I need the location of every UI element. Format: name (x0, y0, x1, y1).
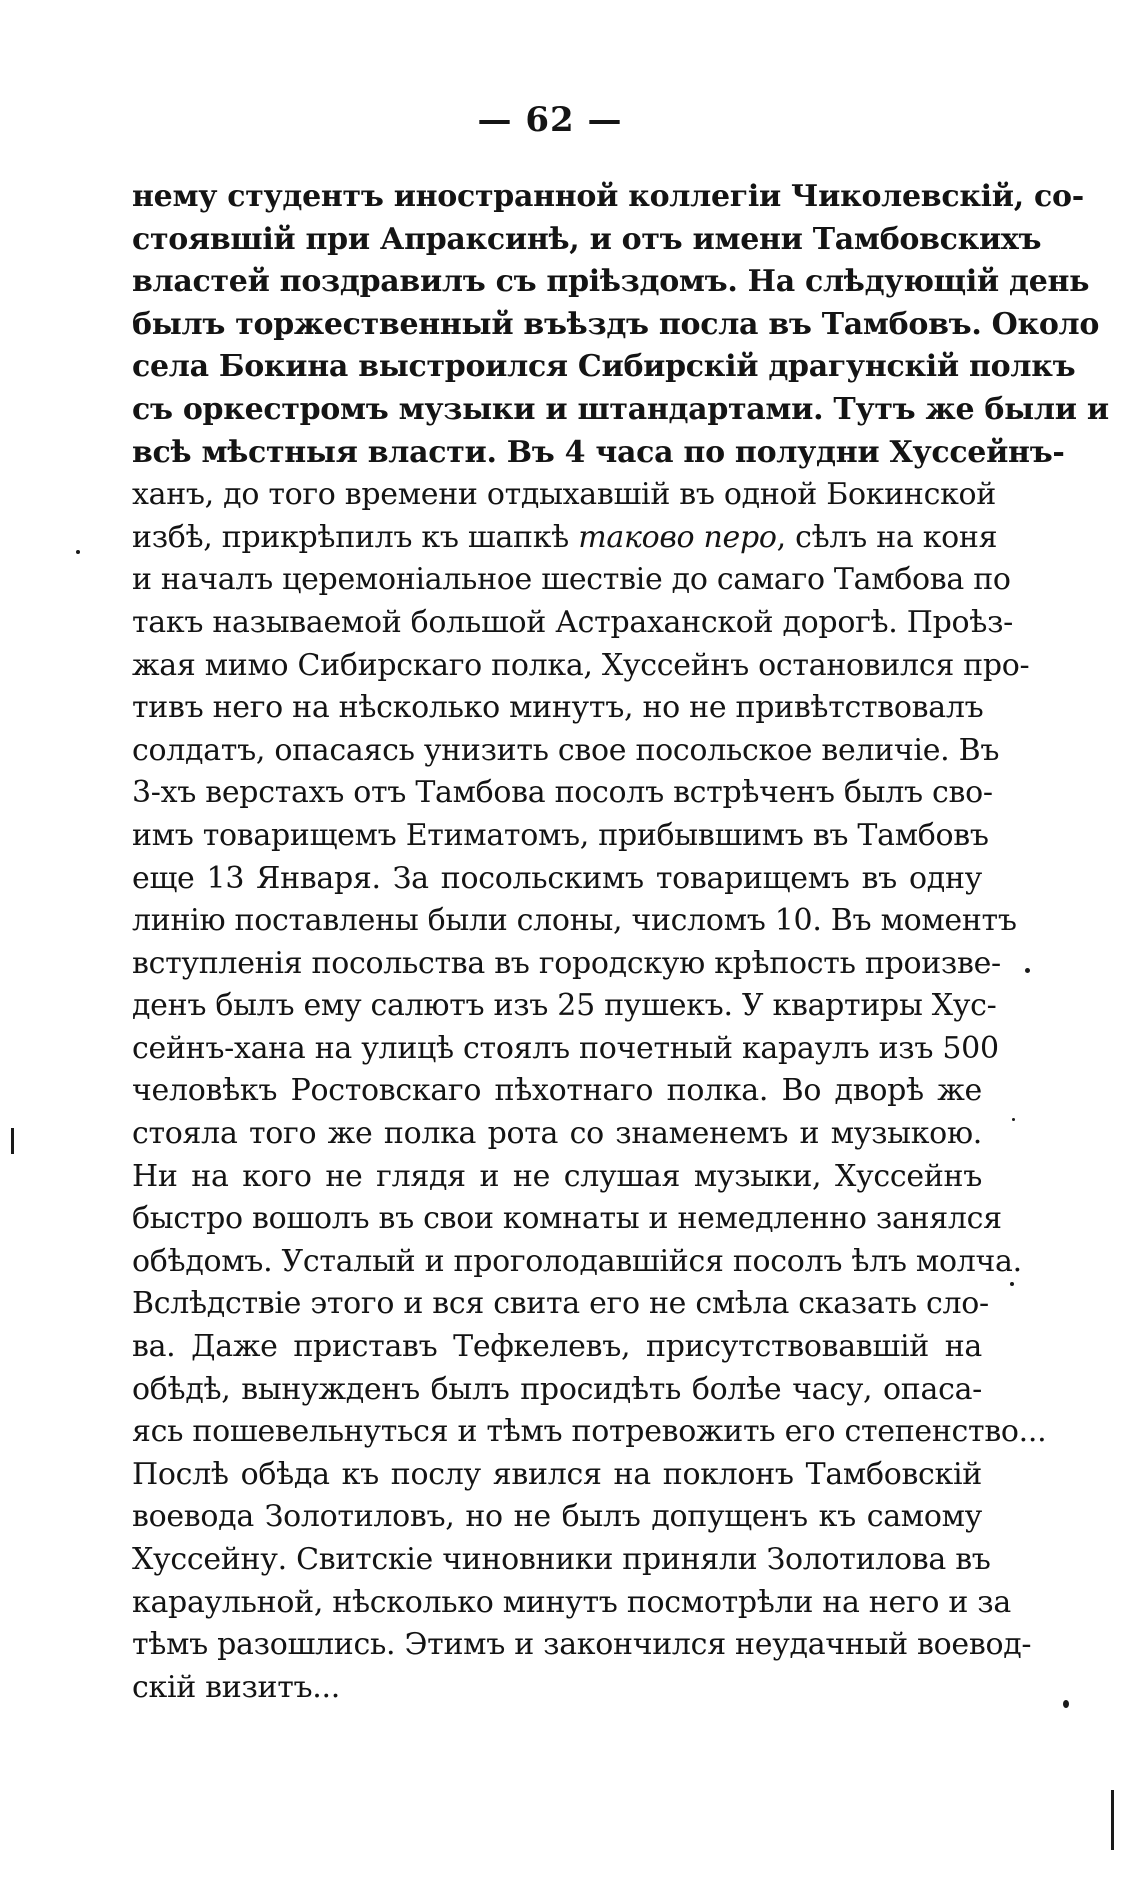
text-segment: , сѣлъ на коня (776, 519, 998, 555)
text-line: быстро вошолъ въ свои комнаты и немедленно занялся (132, 1201, 1002, 1237)
italic-phrase: таково перо (578, 519, 777, 555)
scan-edge-mark (11, 1128, 14, 1154)
text-line-with-italic (132, 517, 998, 560)
text-line: Вслѣдствіе этого и вся свита его не смѣла сказать сло- (132, 1286, 989, 1322)
text-line: ханъ, до того времени отдыхавшій въ одной Бокинской (132, 477, 996, 513)
text-line: Послѣ обѣда къ послу явился на поклонъ Тамбовскій (132, 1456, 982, 1492)
scan-speck (1063, 1700, 1069, 1708)
text-line: караульной, нѣсколько минутъ посмотрѣли на него и за (132, 1584, 1011, 1620)
text-line: денъ былъ ему салютъ изъ 25 пушекъ. У квартиры Хус- (132, 988, 997, 1024)
text-line: жая мимо Сибирскаго полка, Хуссейнъ остановился про- (132, 647, 1030, 683)
text-line: ясь пошевельнуться и тѣмъ потревожить его степенство... (132, 1414, 1047, 1450)
page-number: — 62 — (477, 100, 623, 140)
text-line: села Бокина выстроился Сибирскій драгунскій полкъ (132, 349, 1076, 385)
text-line: властей поздравилъ съ пріѣздомъ. На слѣдующій день (132, 264, 1090, 300)
text-line: вступленія посольства въ городскую крѣпость произве- (132, 945, 1001, 981)
scan-speck (1025, 968, 1030, 973)
text-line: былъ торжественный въѣздъ посла въ Тамбовъ. Около (132, 306, 1100, 342)
text-line: скій визитъ... (132, 1669, 341, 1705)
scan-speck (1012, 1118, 1015, 1121)
text-line: имъ товарищемъ Етиматомъ, прибывшимъ въ Тамбовъ (132, 817, 989, 853)
text-line: съ оркестромъ музыки и штандартами. Тутъ же были и (132, 391, 1109, 427)
text-line: Ни на кого не глядя и не слушая музыки, Хуссейнъ (132, 1158, 982, 1194)
text-line: стояла того же полка рота со знаменемъ и музыкою. (132, 1116, 982, 1152)
text-line: сейнъ-хана на улицѣ стоялъ почетный караулъ изъ 500 (132, 1030, 999, 1066)
text-line: и началъ церемоніальное шествіе до самаго Тамбова по (132, 562, 1011, 598)
text-line: Хуссейну. Свитскіе чиновники приняли Золотилова въ (132, 1542, 991, 1577)
text-line: такъ называемой большой Астраханской дорогѣ. Проѣз- (132, 604, 1013, 640)
text-line: обѣдѣ, вынужденъ былъ просидѣть болѣе часу, опаса- (132, 1371, 982, 1407)
scan-speck (76, 550, 80, 554)
text-line: тѣмъ разошлись. Этимъ и закончился неудачный воевод- (132, 1627, 1032, 1663)
scan-speck (1010, 1282, 1014, 1286)
text-line: человѣкъ Ростовскаго пѣхотнаго полка. Во дворѣ же (132, 1073, 982, 1109)
text-line: стоявшій при Апраксинѣ, и отъ имени Тамбовскихъ (132, 221, 1042, 257)
text-line: еще 13 Января. За посольскимъ товарищемъ въ одну (132, 860, 982, 896)
text-line: нему студентъ иностранной коллегіи Чиколевскій, со- (132, 179, 1084, 214)
text-line: 3-хъ верстахъ отъ Тамбова посолъ встрѣченъ былъ сво- (132, 775, 993, 811)
body-text (132, 176, 1109, 1709)
text-segment: избѣ, прикрѣпилъ къ шапкѣ (132, 519, 569, 555)
scan-edge-mark (1111, 1790, 1114, 1850)
text-line: линію поставлены были слоны, числомъ 10. Въ моментъ (132, 903, 1017, 939)
text-line: тивъ него на нѣсколько минутъ, но не привѣтствовалъ (132, 690, 984, 726)
text-line: солдатъ, опасаясь унизить свое посольское величіе. Въ (132, 732, 1000, 768)
text-line: обѣдомъ. Усталый и проголодавшійся посолъ ѣлъ молча. (132, 1243, 1022, 1279)
text-line: ва. Даже приставъ Тефкелевъ, присутствовавшій на (132, 1329, 982, 1365)
text-line: всѣ мѣстныя власти. Въ 4 часа по полудни Хуссейнъ- (132, 434, 1065, 470)
text-line: воевода Золотиловъ, но не былъ допущенъ къ самому (132, 1499, 982, 1535)
